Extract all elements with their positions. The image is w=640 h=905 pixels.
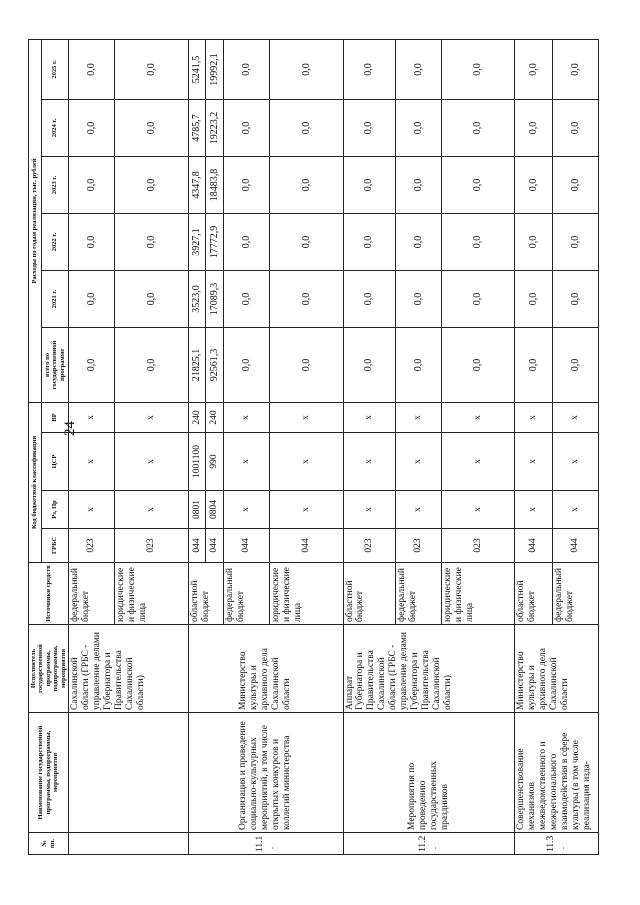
row-y2022: 17772,9 xyxy=(206,213,224,270)
row-vr: x xyxy=(515,402,553,432)
header-total: всего по государственной программе xyxy=(41,327,68,402)
row-num: 11.2. xyxy=(343,833,515,855)
header-year-2025: 2025 г. xyxy=(41,39,68,99)
row-rzpr: x xyxy=(69,491,115,529)
row-y2021: 17089,3 xyxy=(206,270,224,327)
row-grbs: 044 xyxy=(552,529,598,563)
row-grbs: 023 xyxy=(69,529,115,563)
row-rzpr: x xyxy=(441,491,514,529)
row-rzpr: x xyxy=(395,491,441,529)
row-y2022: 0,0 xyxy=(441,213,514,270)
row-y2022: 0,0 xyxy=(395,213,441,270)
header-budget-group: Код бюджетной классификации xyxy=(29,402,42,562)
row-y2024: 0,0 xyxy=(224,99,270,156)
row-csr: x xyxy=(441,433,514,491)
row-executor: Сахалинской области (ГРБС - управление делами Губернатора и Правительства Сахалинской области) xyxy=(69,625,188,713)
row-num xyxy=(69,833,188,855)
row-total: 0,0 xyxy=(270,327,343,402)
row-csr: x xyxy=(224,433,270,491)
budget-table-rotated xyxy=(28,40,596,855)
row-y2021: 0,0 xyxy=(343,270,395,327)
table-body xyxy=(69,39,599,854)
table-row xyxy=(69,39,115,854)
row-grbs: 023 xyxy=(395,529,441,563)
row-csr: 990 xyxy=(206,433,224,491)
row-y2024: 0,0 xyxy=(69,99,115,156)
row-vr: x xyxy=(552,402,598,432)
row-grbs: 044 xyxy=(206,529,224,563)
row-y2021: 0,0 xyxy=(441,270,514,327)
header-num: № пп. xyxy=(29,833,69,855)
row-csr: x xyxy=(69,433,115,491)
row-total: 92561,3 xyxy=(206,327,224,402)
page-number: 24 xyxy=(62,421,78,436)
row-total: 0,0 xyxy=(69,327,115,402)
row-rzpr: 0804 xyxy=(206,491,224,529)
row-vr: x xyxy=(441,402,514,432)
row-y2024: 4785,7 xyxy=(188,99,206,156)
row-y2025: 5241,5 xyxy=(188,39,206,99)
header-source: Источники средств xyxy=(29,563,69,625)
row-y2025: 19992,1 xyxy=(206,39,224,99)
row-y2025: 0,0 xyxy=(441,39,514,99)
row-y2022: 0,0 xyxy=(69,213,115,270)
row-csr: x xyxy=(115,433,188,491)
row-grbs: 044 xyxy=(270,529,343,563)
row-y2024: 0,0 xyxy=(343,99,395,156)
row-y2023: 0,0 xyxy=(224,156,270,213)
row-vr: x xyxy=(270,402,343,432)
row-grbs: 023 xyxy=(115,529,188,563)
row-vr: x xyxy=(69,402,115,432)
row-name: Организация и проведение социально-культурных мероприятий, в том числе открытых конкурсов и коллегий министерства xyxy=(188,713,343,833)
row-y2022: 0,0 xyxy=(115,213,188,270)
row-y2024: 19223,2 xyxy=(206,99,224,156)
row-source: областной бюджет xyxy=(343,563,395,625)
row-y2021: 0,0 xyxy=(224,270,270,327)
row-vr: x xyxy=(343,402,395,432)
row-grbs: 044 xyxy=(515,529,553,563)
row-csr: x xyxy=(552,433,598,491)
table-header xyxy=(29,39,69,854)
row-y2024: 0,0 xyxy=(515,99,553,156)
row-rzpr: x xyxy=(552,491,598,529)
header-csr: ЦСР xyxy=(41,433,68,491)
row-source: областной бюджет xyxy=(515,563,553,625)
header-rzpr: Рз, Пр xyxy=(41,491,68,529)
row-y2021: 3523,0 xyxy=(188,270,206,327)
row-vr: 240 xyxy=(188,402,206,432)
row-y2021: 0,0 xyxy=(270,270,343,327)
row-rzpr: x xyxy=(343,491,395,529)
row-total: 0,0 xyxy=(224,327,270,402)
row-csr: 1001100 xyxy=(188,433,206,491)
table-row xyxy=(188,39,206,854)
row-executor: Министерство культуры и архивного дела Сахалинской области xyxy=(515,625,599,713)
row-y2023: 0,0 xyxy=(270,156,343,213)
row-source: федеральный бюджет xyxy=(552,563,598,625)
row-y2023: 0,0 xyxy=(115,156,188,213)
row-rzpr: 0801 xyxy=(188,491,206,529)
row-source: федеральный бюджет xyxy=(395,563,441,625)
row-csr: x xyxy=(515,433,553,491)
row-source: федеральный бюджет xyxy=(224,563,270,625)
row-y2021: 0,0 xyxy=(395,270,441,327)
row-y2025: 0,0 xyxy=(515,39,553,99)
row-total: 0,0 xyxy=(552,327,598,402)
row-y2023: 0,0 xyxy=(552,156,598,213)
row-y2025: 0,0 xyxy=(115,39,188,99)
row-source: областной бюджет xyxy=(188,563,224,625)
header-expense-group: Расходы по годам реализации, тыс. рублей xyxy=(29,39,42,402)
row-num: 11.3. xyxy=(515,833,599,855)
row-y2023: 0,0 xyxy=(395,156,441,213)
row-rzpr: x xyxy=(270,491,343,529)
header-executor: Исполнитель государственной программы, подпрограммы, мероприятия xyxy=(29,625,69,713)
row-y2023: 0,0 xyxy=(69,156,115,213)
row-rzpr: x xyxy=(224,491,270,529)
table-row xyxy=(343,39,395,854)
table-row xyxy=(515,39,553,854)
row-y2022: 0,0 xyxy=(270,213,343,270)
row-source: юридические и физические лица xyxy=(115,563,188,625)
row-y2022: 0,0 xyxy=(515,213,553,270)
row-y2023: 0,0 xyxy=(515,156,553,213)
row-y2025: 0,0 xyxy=(552,39,598,99)
row-y2021: 0,0 xyxy=(552,270,598,327)
row-executor: Министерство культуры и архивного дела Сахалинской области xyxy=(188,625,343,713)
row-y2022: 3927,1 xyxy=(188,213,206,270)
row-y2024: 0,0 xyxy=(115,99,188,156)
row-y2022: 0,0 xyxy=(224,213,270,270)
row-y2025: 0,0 xyxy=(270,39,343,99)
row-grbs: 044 xyxy=(188,529,206,563)
row-total: 0,0 xyxy=(441,327,514,402)
row-num: 11.1. xyxy=(188,833,343,855)
row-total: 0,0 xyxy=(115,327,188,402)
row-y2025: 0,0 xyxy=(224,39,270,99)
row-name: Совершенствование механизмов межведомственного и межрегионального взаимодействия в сфере культуры (в том числе реализация изда- xyxy=(515,713,599,833)
row-total: 21825,1 xyxy=(188,327,206,402)
row-csr: x xyxy=(343,433,395,491)
row-y2023: 0,0 xyxy=(343,156,395,213)
header-year-2024: 2024 г. xyxy=(41,99,68,156)
header-name: Наименование государственной программы, подпрограммы, мероприятия xyxy=(29,713,69,833)
row-y2025: 0,0 xyxy=(395,39,441,99)
row-y2022: 0,0 xyxy=(552,213,598,270)
row-csr: x xyxy=(270,433,343,491)
row-total: 0,0 xyxy=(515,327,553,402)
row-y2022: 0,0 xyxy=(343,213,395,270)
row-grbs: 023 xyxy=(441,529,514,563)
row-y2024: 0,0 xyxy=(441,99,514,156)
row-y2024: 0,0 xyxy=(395,99,441,156)
row-vr: x xyxy=(395,402,441,432)
row-vr: x xyxy=(115,402,188,432)
row-source: юридические и физические лица xyxy=(441,563,514,625)
header-vr: ВР xyxy=(41,402,68,432)
row-rzpr: x xyxy=(515,491,553,529)
row-source: юридические и физические лица xyxy=(270,563,343,625)
row-name: Мероприятия по проведению государственных праздников xyxy=(343,713,515,833)
header-year-2021: 2021 г. xyxy=(41,270,68,327)
budget-table xyxy=(28,39,599,855)
row-y2025: 0,0 xyxy=(69,39,115,99)
row-csr: x xyxy=(395,433,441,491)
row-vr: 240 xyxy=(206,402,224,432)
row-executor: Аппарат Губернатора и Правительства Сахалинской области (ГРБС - управление делами Губернатора и Правительства Сахалинской области) xyxy=(343,625,515,713)
header-grbs: ГРБС xyxy=(41,529,68,563)
row-total: 0,0 xyxy=(343,327,395,402)
row-source: федеральный бюджет xyxy=(69,563,115,625)
row-y2023: 0,0 xyxy=(441,156,514,213)
row-rzpr: x xyxy=(115,491,188,529)
header-year-2022: 2022 г. xyxy=(41,213,68,270)
row-y2024: 0,0 xyxy=(552,99,598,156)
row-total: 0,0 xyxy=(395,327,441,402)
row-y2023: 18483,8 xyxy=(206,156,224,213)
row-name xyxy=(69,713,188,833)
row-grbs: 044 xyxy=(224,529,270,563)
row-y2021: 0,0 xyxy=(69,270,115,327)
header-year-2023: 2023 г. xyxy=(41,156,68,213)
row-vr: x xyxy=(224,402,270,432)
row-y2021: 0,0 xyxy=(115,270,188,327)
row-grbs: 023 xyxy=(343,529,395,563)
row-y2025: 0,0 xyxy=(343,39,395,99)
row-y2024: 0,0 xyxy=(270,99,343,156)
row-y2021: 0,0 xyxy=(515,270,553,327)
row-y2023: 4347,8 xyxy=(188,156,206,213)
